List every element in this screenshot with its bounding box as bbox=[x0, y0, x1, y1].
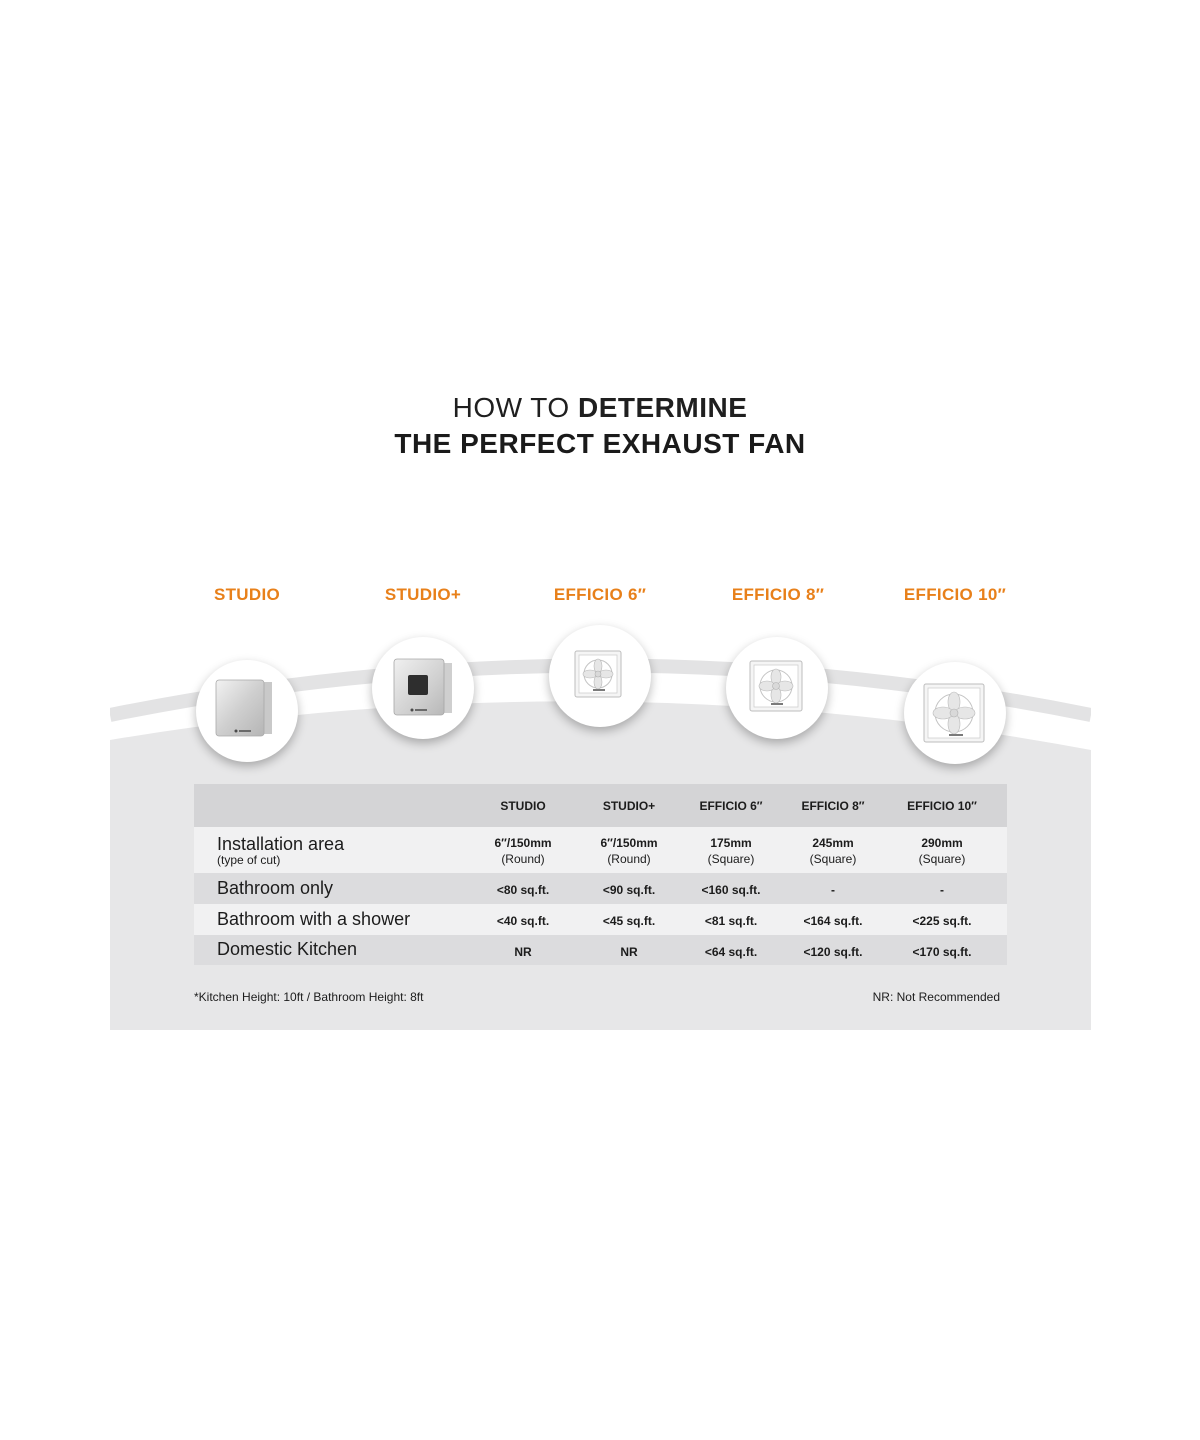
table-row-kitchen bbox=[194, 935, 1007, 965]
heading-line-1 bbox=[0, 392, 1200, 424]
product-name-studio-plus: STUDIO+ bbox=[384, 585, 462, 604]
install-size: 6″/150mm bbox=[494, 836, 552, 850]
install-efficio-10 bbox=[887, 836, 997, 866]
install-efficio-8 bbox=[778, 836, 888, 866]
header-efficio-6: EFFICIO 6″ bbox=[699, 799, 763, 813]
table-cell: <80 sq.ft. bbox=[496, 883, 550, 897]
install-studio bbox=[468, 836, 578, 866]
table-cell: <170 sq.ft. bbox=[912, 945, 972, 959]
table-row-bathroom-shower bbox=[194, 904, 1007, 935]
install-size: 175mm bbox=[710, 836, 752, 850]
install-shape: (Square) bbox=[809, 852, 857, 866]
install-shape: (Square) bbox=[918, 852, 966, 866]
install-size: 290mm bbox=[921, 836, 963, 850]
table-cell: <225 sq.ft. bbox=[912, 914, 972, 928]
install-size: 6″/150mm bbox=[600, 836, 658, 850]
heading-line-2: THE PERFECT EXHAUST FAN bbox=[394, 428, 806, 459]
row-sublabel-installation: (type of cut) bbox=[217, 853, 281, 867]
row-label-kitchen: Domestic Kitchen bbox=[217, 939, 358, 959]
install-shape: (Round) bbox=[607, 852, 651, 866]
product-name-studio: STUDIO bbox=[213, 585, 281, 604]
efficio-8-fan-image bbox=[726, 637, 828, 739]
product-name-efficio-8: EFFICIO 8″ bbox=[731, 585, 825, 604]
table-cell: <90 sq.ft. bbox=[602, 883, 656, 897]
table-row-bathroom-only bbox=[194, 873, 1007, 904]
table-cell: - bbox=[940, 883, 944, 897]
install-shape: (Square) bbox=[707, 852, 755, 866]
heading-light-text: HOW TO bbox=[452, 392, 578, 423]
studio-fan-image bbox=[196, 660, 298, 762]
table-cell: <64 sq.ft. bbox=[704, 945, 758, 959]
table-cell: <45 sq.ft. bbox=[602, 914, 656, 928]
table-cell: <164 sq.ft. bbox=[803, 914, 863, 928]
install-efficio-6 bbox=[676, 836, 786, 866]
table-cell: NR bbox=[514, 945, 532, 959]
table-cell: <81 sq.ft. bbox=[704, 914, 758, 928]
product-name-efficio-10: EFFICIO 10″ bbox=[903, 585, 1007, 604]
table-cell: <40 sq.ft. bbox=[496, 914, 550, 928]
table-cell: - bbox=[831, 883, 835, 897]
header-studio-plus: STUDIO+ bbox=[602, 799, 656, 813]
footnote-nr: NR: Not Recommended bbox=[872, 990, 1000, 1004]
install-studio-plus bbox=[574, 836, 684, 866]
table-row-installation bbox=[194, 827, 1007, 873]
heading-bold-text: DETERMINE bbox=[577, 392, 748, 423]
row-label-bathroom-only: Bathroom only bbox=[217, 878, 334, 898]
row-label-installation: Installation area bbox=[217, 834, 345, 854]
row-label-bathroom-shower: Bathroom with a shower bbox=[217, 909, 411, 929]
table-header-row bbox=[194, 784, 1007, 827]
footnote-heights: *Kitchen Height: 10ft / Bathroom Height: 8ft bbox=[194, 990, 424, 1004]
product-name-efficio-6: EFFICIO 6″ bbox=[553, 585, 647, 604]
efficio-6-fan-image bbox=[549, 625, 651, 727]
efficio-10-fan-image bbox=[904, 662, 1006, 764]
header-efficio-8: EFFICIO 8″ bbox=[801, 799, 865, 813]
studio-plus-fan-image bbox=[372, 637, 474, 739]
header-studio: STUDIO bbox=[500, 799, 546, 813]
header-efficio-10: EFFICIO 10″ bbox=[907, 799, 977, 813]
table-cell: <120 sq.ft. bbox=[803, 945, 863, 959]
install-size: 245mm bbox=[812, 836, 854, 850]
install-shape: (Round) bbox=[501, 852, 545, 866]
table-cell: <160 sq.ft. bbox=[701, 883, 761, 897]
table-cell: NR bbox=[620, 945, 638, 959]
